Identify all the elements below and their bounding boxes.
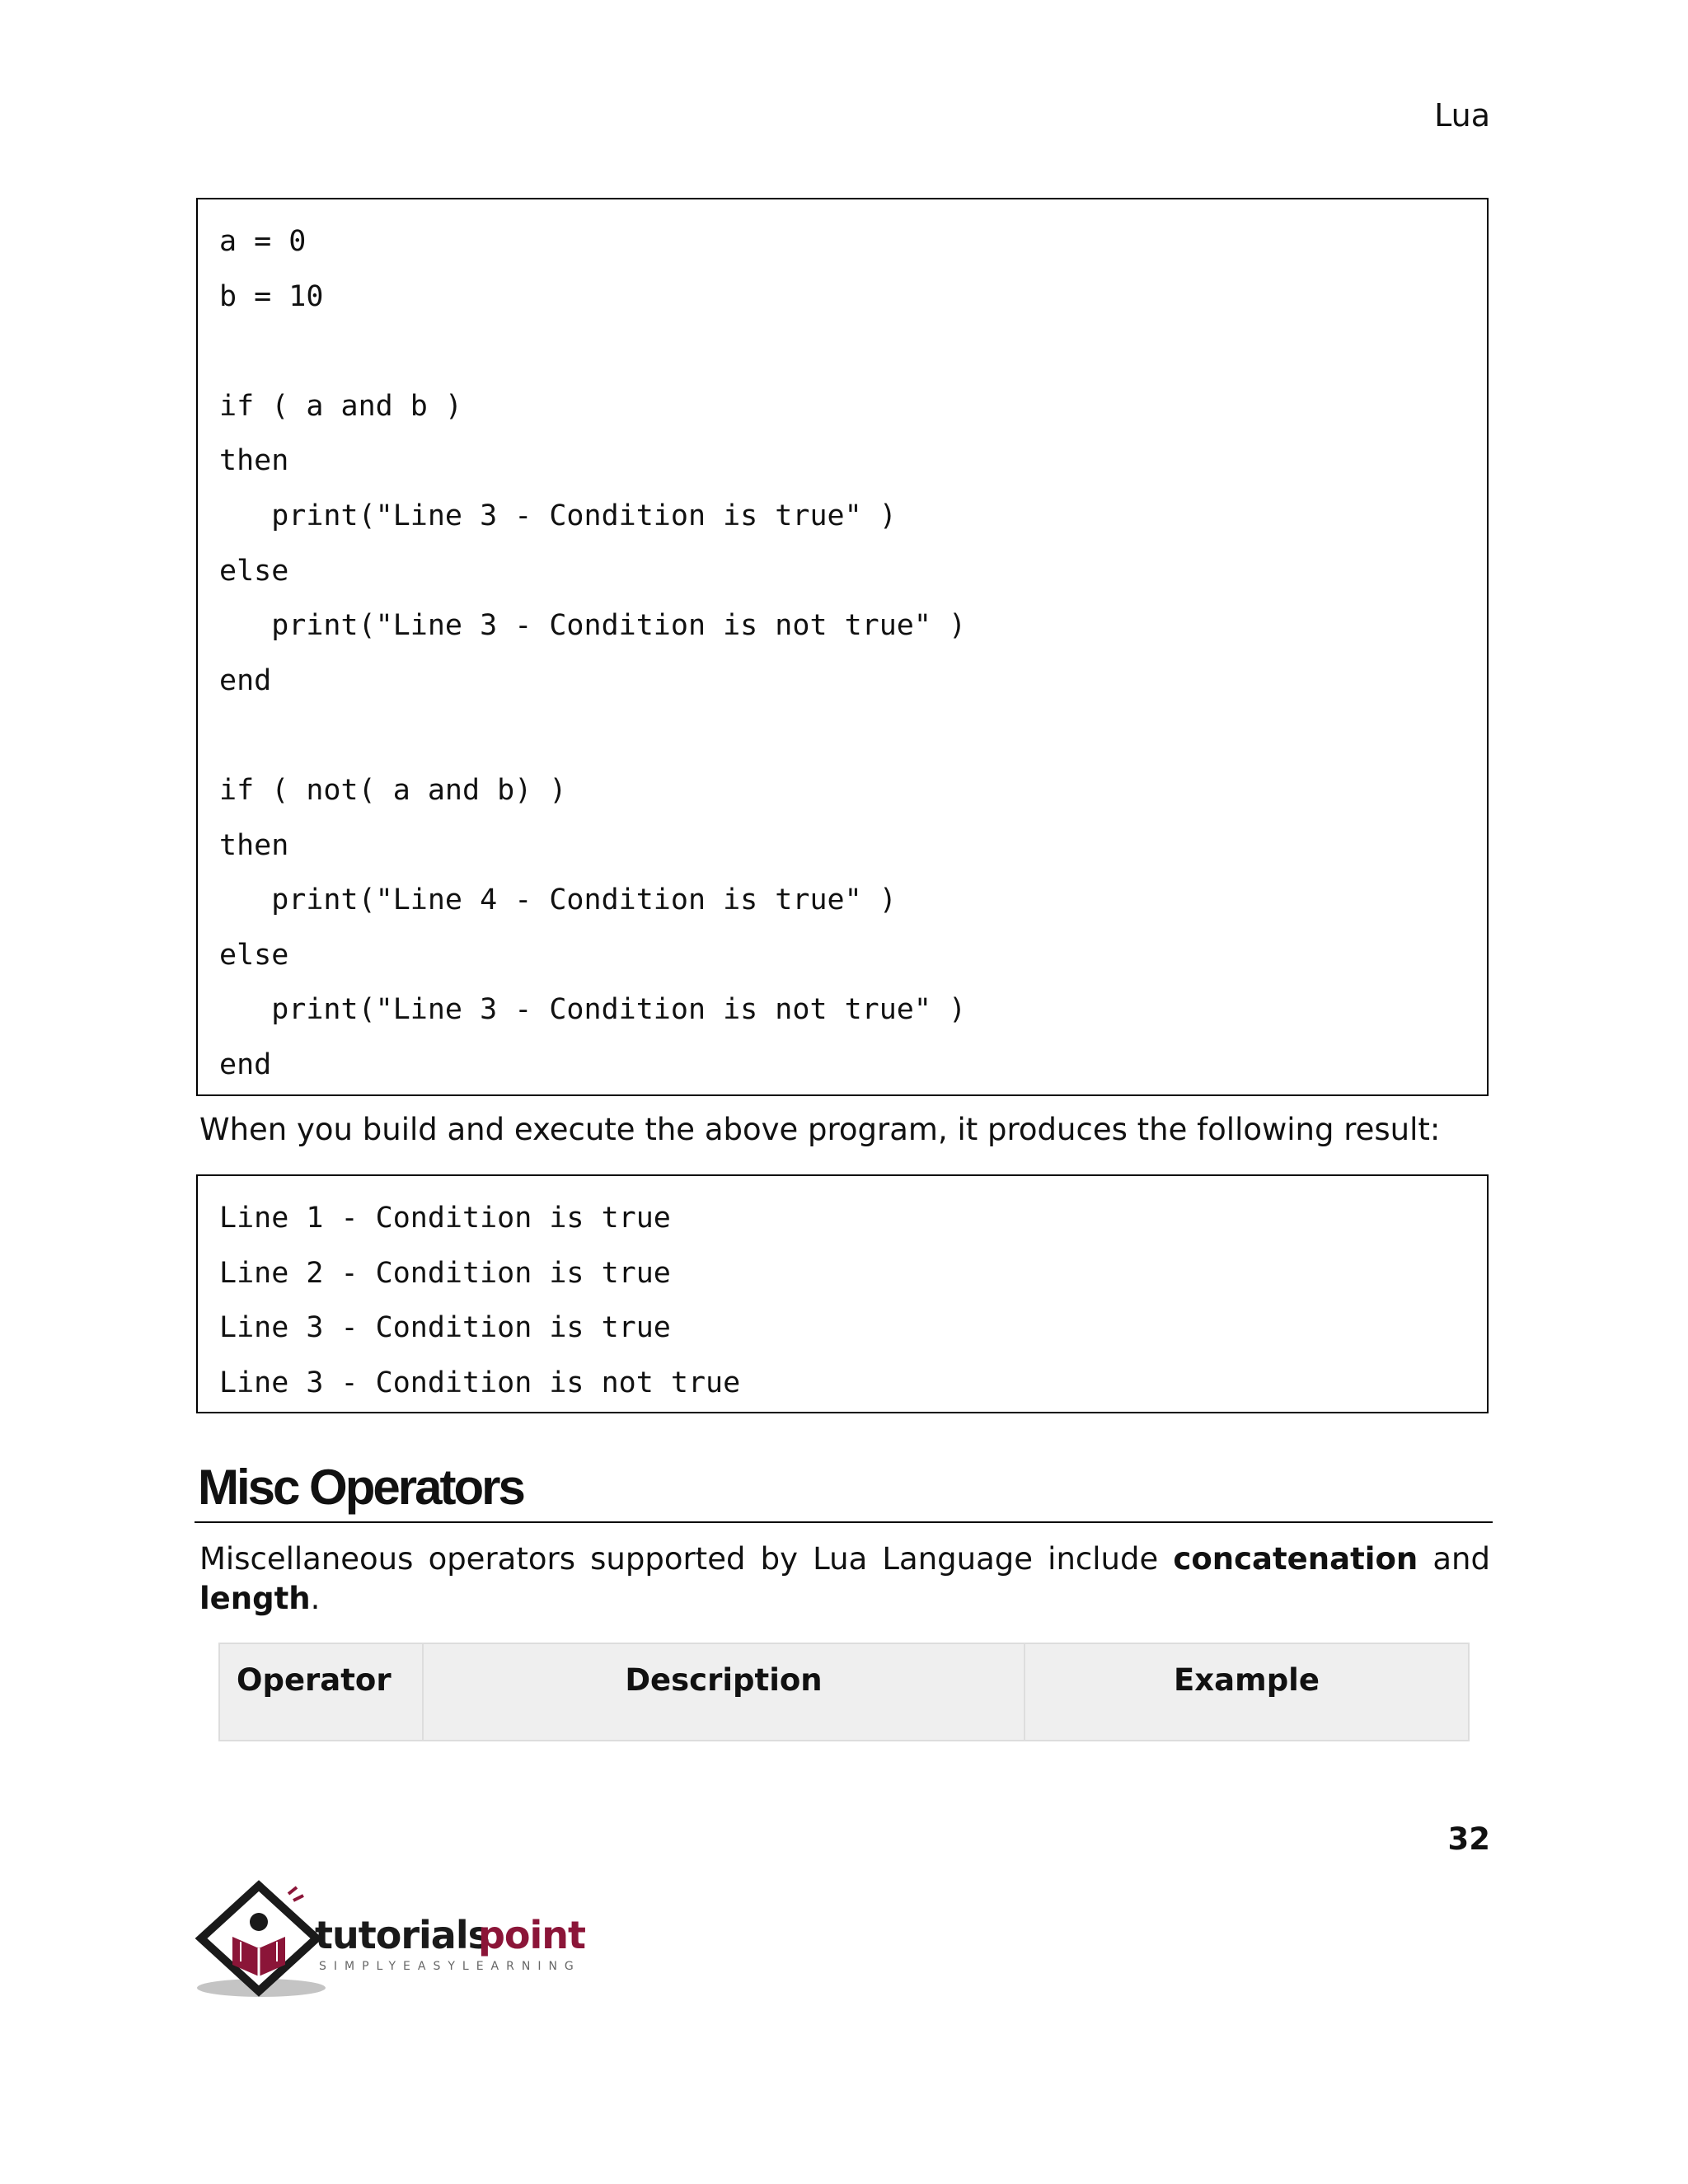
code-line [219,708,1487,763]
tutorialspoint-logo [191,1879,620,2003]
code-line: else [219,554,289,588]
code-line: print("Line 4 - Condition is true" ) [219,883,897,917]
table-header-row [219,1643,1469,1741]
paragraph-text: and [1418,1541,1490,1577]
code-line: print("Line 3 - Condition is true" ) [219,499,897,532]
code-line: print("Line 3 - Condition is not true" ) [219,993,967,1027]
code-line: print("Line 3 - Condition is not true" ) [219,609,967,643]
page-number: 32 [1447,1821,1490,1857]
code-block-output [196,1174,1489,1413]
logo-tagline: SIMPLYEASYLEARNING [319,1960,581,1973]
output-line: Line 2 - Condition is true [219,1256,671,1290]
code-line: a = 0 [219,225,307,258]
term-concatenation: concatenation [1173,1541,1418,1577]
output-line: Line 3 - Condition is not true [219,1366,741,1399]
code-line [219,324,1487,379]
code-line: if ( not( a and b) ) [219,773,567,807]
page-header-title: Lua [1434,97,1490,134]
misc-operators-paragraph [199,1540,1490,1619]
column-header-example: Example [1025,1643,1469,1741]
code-line: end [219,663,272,697]
code-line: end [219,1047,272,1081]
operators-table [218,1643,1470,1741]
code-line: then [219,828,289,862]
section-heading: Misc Operators [198,1460,523,1515]
column-header-description: Description [423,1643,1025,1741]
logo-brand-part2: point [478,1913,586,1957]
heading-divider [195,1521,1493,1523]
output-line: Line 3 - Condition is true [219,1311,671,1345]
code-line: b = 10 [219,279,324,313]
logo-brand-part1: tutorials [315,1913,490,1957]
paragraph-text: . [310,1581,321,1616]
result-intro-text: When you build and execute the above program, it produces the following result: [199,1112,1441,1147]
paragraph-text: Miscellaneous operators supported by Lua Language include [199,1541,1174,1577]
column-header-operator: Operator [219,1643,423,1741]
code-block-program [196,198,1489,1096]
term-length: length [199,1581,311,1616]
code-line: then [219,444,289,478]
code-line: else [219,938,289,972]
output-line: Line 1 - Condition is true [219,1202,671,1235]
code-line: if ( a and b ) [219,389,463,423]
